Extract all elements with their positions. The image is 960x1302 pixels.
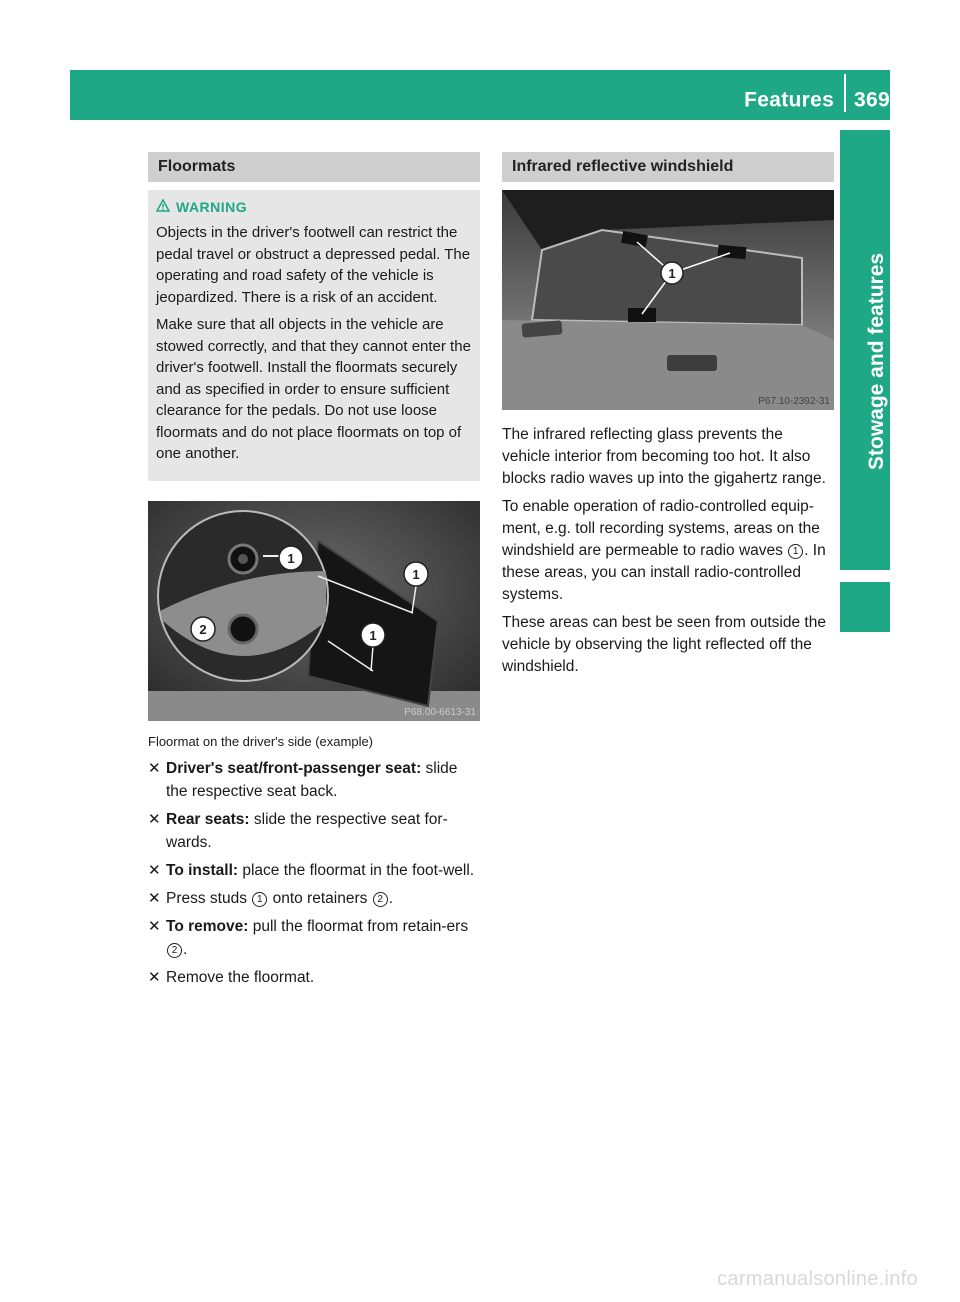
header-title xyxy=(690,88,890,112)
step-marker-icon: ✕ xyxy=(148,810,161,828)
body-paragraph-1: The infrared reflecting glass prevents the vehicle interior from becoming too hot. It also blocks radio waves up into the gigahertz range. xyxy=(502,426,826,487)
step-text: pull the floormat from retain-ers xyxy=(248,917,469,935)
step-text: place the floormat in the foot-well. xyxy=(238,861,475,879)
list-item xyxy=(148,808,480,854)
step-label: Driver's seat/front-passenger seat: xyxy=(166,759,422,777)
header-separator xyxy=(844,74,846,112)
warning-box xyxy=(148,190,480,481)
right-column xyxy=(502,152,834,684)
figure-code: P67.10-2392-31 xyxy=(758,396,830,407)
warning-text-2: Make sure that all objects in the vehicle are stowed correctly, and that they cannot enter the driver's footwell. Install the floormats securely and as specified in order to ensure sufficient clearance for the pedals. Do not use loose floormats and do not place floormats on top of one another. xyxy=(156,316,471,462)
list-item xyxy=(148,887,480,910)
callout-number: 2 xyxy=(167,943,182,958)
list-item xyxy=(148,915,480,961)
paragraph-text: To enable operation of radio-controlled equip-ment, e.g. toll recording systems, areas on the windshield are permeable to radio waves xyxy=(502,498,820,559)
step-marker-icon: ✕ xyxy=(148,759,161,777)
callout-number: 2 xyxy=(373,892,388,907)
step-text: slide the respective seat for-wards. xyxy=(166,810,448,851)
list-item xyxy=(148,966,480,989)
side-marker xyxy=(840,582,890,632)
step-label: To install: xyxy=(166,861,239,879)
warning-icon xyxy=(156,196,170,218)
callout-2: 2 xyxy=(199,621,207,637)
step-text: . xyxy=(388,889,393,907)
windshield-figure xyxy=(502,190,834,410)
figure-caption: Floormat on the driver's side (example) xyxy=(148,733,374,749)
callout-1c: 1 xyxy=(369,627,377,643)
step-marker-icon: ✕ xyxy=(148,917,161,935)
step-text: slide the respective seat back. xyxy=(166,759,458,800)
callout-number: 1 xyxy=(788,544,803,559)
body-paragraph-3: These areas can best be seen from outside the vehicle by observing the light reflected off the windshield. xyxy=(502,614,826,675)
footer-watermark: carmanualsonline.info xyxy=(717,1268,918,1290)
step-text: Remove the floormat. xyxy=(166,968,315,986)
instruction-list xyxy=(148,757,480,989)
left-column xyxy=(148,152,480,994)
warning-title: WARNING xyxy=(176,199,248,215)
floormat-figure xyxy=(148,501,480,721)
body-paragraph-2 xyxy=(502,496,834,606)
step-marker-icon: ✕ xyxy=(148,968,161,986)
windshield-image xyxy=(502,190,834,410)
step-label: Rear seats: xyxy=(166,810,250,828)
warning-text-1: Objects in the driver's footwell can restrict the pedal travel or obstruct a depressed pedal. The operating and road safety of the vehicle is jeopardized. There is a risk of an accident. xyxy=(156,224,471,306)
floormat-image xyxy=(148,501,480,721)
section-title-windshield: Infrared reflective windshield xyxy=(502,152,834,182)
callout-1: 1 xyxy=(668,266,676,281)
section-title-floormats: Floormats xyxy=(148,152,480,182)
paragraph-text: . In these areas, you can install radio-controlled systems. xyxy=(502,542,826,603)
list-item xyxy=(148,757,480,803)
warning-heading xyxy=(156,196,472,218)
side-tab-label: Stowage and features xyxy=(865,252,888,470)
callout-1a: 1 xyxy=(287,550,295,566)
callout-number: 1 xyxy=(252,892,267,907)
step-text: . xyxy=(183,940,188,958)
step-label: To remove: xyxy=(166,917,249,935)
step-marker-icon: ✕ xyxy=(148,889,161,907)
list-item xyxy=(148,859,480,882)
callout-1b: 1 xyxy=(412,566,420,582)
step-text: onto retainers xyxy=(268,889,372,907)
chapter-title: Features xyxy=(744,88,835,112)
step-marker-icon: ✕ xyxy=(148,861,161,879)
step-text: Press studs xyxy=(166,889,252,907)
figure-code: P68.00-6613-31 xyxy=(404,706,476,718)
page-number: 369 xyxy=(854,88,890,112)
